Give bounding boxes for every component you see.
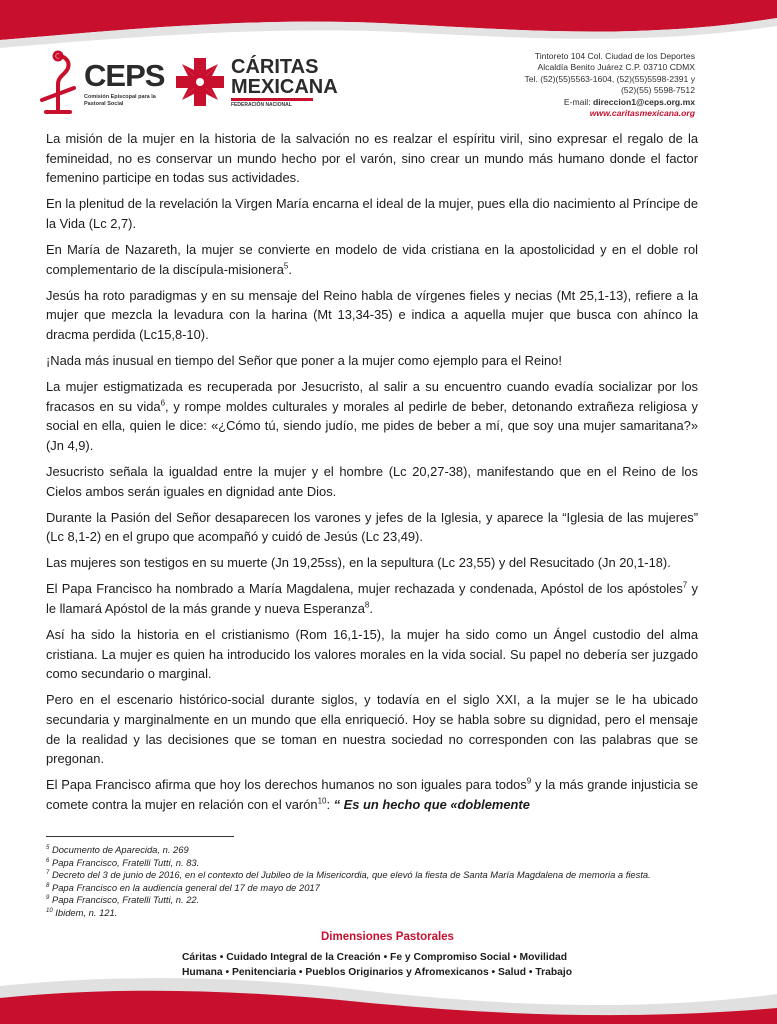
paragraph-text: , y rompe moldes culturales y morales al pedirle de beber, detonando extrañeza religiosa y social en ella, quien le dice: «¿Cómo tú, siendo judío, me pides de beber a mí, que soy una mujer samaritana?» (Jn 4,9).: [46, 398, 698, 453]
footnote-text: Papa Francisco en la audiencia general del 17 de mayo de 2017: [51, 881, 320, 893]
paragraph-text: El Papa Francisco ha nombrado a María Magdalena, mujer rechazada y condenada, Apóstol de los apóstoles: [46, 581, 683, 597]
footnote: [46, 857, 701, 870]
paragraph-text: y le llamará Apóstol de la más grande y nueva Esperanza: [46, 581, 698, 616]
phone-line-2: (52)(55) 5598-7512: [620, 85, 695, 96]
quote-text: “ Es un hecho que «doblemente: [333, 796, 530, 812]
caritas-underline: [231, 98, 313, 101]
footer-title: Dimensiones Pastorales: [321, 931, 454, 943]
caritas-cross-icon: [174, 56, 226, 108]
paragraph: En la plenitud de la revelación la Virgen María encarna el ideal de la mujer, pues ella dio nacimiento al Príncipe de la Vida (Lc 2,7).: [46, 196, 698, 231]
footnote: [46, 907, 701, 920]
phone-line-1: Tel. (52)(55)5563-1604, (52)(55)5598-2391 y: [524, 73, 695, 84]
ceps-emblem-icon: [36, 50, 80, 120]
footnote: [46, 894, 701, 907]
paragraph-text: .: [288, 261, 292, 277]
paragraph: Jesucristo señala la igualdad entre la mujer y el hombre (Lc 20,27-38), manifestando que en el Reino de los Cielos ambos serán iguales en dignidad ante Dios.: [46, 463, 698, 499]
paragraph-text: y la más grande injusticia se comete contra la mujer en relación con el varón: [46, 777, 698, 812]
footnote: [46, 844, 701, 857]
paragraph: [46, 240, 698, 279]
paragraph-text: El Papa Francisco afirma que hoy los derechos humanos no son iguales para todos: [46, 777, 527, 793]
body-text: [46, 129, 698, 814]
ceps-name: CEPS: [84, 58, 165, 93]
footer-line-1: Cáritas • Cuidado Integral de la Creación • Fe y Compromiso Social • Movilidad: [182, 952, 568, 963]
paragraph: Las mujeres son testigos en su muerte (Jn 19,25ss), en la sepultura (Lc 23,55) y del Resucitado (Jn 20,1-18).: [46, 555, 671, 571]
paragraph: Así ha sido la historia en el cristianismo (Rom 16,1-15), la mujer ha sido como un Ángel custodio del alma cristiana. La mujer es quien ha introducido los valores morales en la vida social. Su papel no debería ser juzgado como secundario o marginal.: [46, 627, 698, 682]
footnote: [46, 882, 701, 895]
paragraph: Durante la Pasión del Señor desaparecen los varones y jefes de la Iglesia, y aparece la “Iglesia de las mujeres” (Lc 8,1-2) en el grupo que acompañó y cuidó de Jesús (Lc 23,49).: [46, 509, 698, 545]
footnotes: [46, 844, 701, 919]
footnote-ref: 8: [364, 600, 370, 610]
footnote-divider: [46, 836, 234, 837]
footnote-ref: 10: [317, 796, 327, 806]
footer-wave-decoration: [0, 964, 777, 1024]
footnote-number: 8: [46, 882, 50, 889]
footnote-number: 10: [46, 907, 53, 914]
footer-line-2: Humana • Penitenciaria • Pueblos Originarios y Afromexicanos • Salud • Trabajo: [182, 966, 572, 978]
paragraph: [46, 377, 698, 455]
address-line-2: Alcaldía Benito Juárez C.P. 03710 CDMX: [537, 62, 695, 73]
email-link[interactable]: direccion1@ceps.org.mx: [593, 96, 695, 107]
footnote-number: 7: [46, 869, 50, 876]
contact-info: [524, 51, 695, 119]
ceps-subtitle: Comisión Episcopal para la Pastoral Social: [84, 94, 156, 107]
website-link[interactable]: www.caritasmexicana.org: [589, 108, 695, 119]
footnote-text: Decreto del 3 de junio de 2016, en el contexto del Jubileo de la Misericordia, que elevó la fiesta de Santa María Magdalena de memoria a fiesta.: [51, 869, 651, 880]
paragraph: La misión de la mujer en la historia de la salvación no es realzar el espíritu viril, sino expresar el regalo de la femineidad, no es conservar un mundo hecho por el varón, sino crear un mundo más humano donde el factor femenino participe en todas sus actividades.: [46, 131, 698, 186]
ceps-logo: [36, 50, 166, 122]
paragraph: Jesús ha roto paradigmas y en su mensaje del Reino habla de vírgenes fieles y necias (Mt 25,1-13), refiere a la mujer que mezcla la levadura con la harina (Mt 13,34-35) e indica a aquella mujer que busca con ahínco la dracma perdida (Lc15,8-10).: [46, 287, 698, 342]
footnote-ref: 6: [160, 398, 166, 408]
address-line-1: Tintoreto 104 Col. Ciudad de los Deportes: [534, 51, 695, 61]
email-label: E-mail:: [563, 96, 593, 107]
paragraph-text: La mujer estigmatizada es recuperada por Jesucristo, al salir a su encuentro cuando evadía socializar por los fracasos en su vida: [46, 379, 698, 414]
footnote-number: 9: [46, 894, 50, 901]
footnote: [46, 869, 701, 882]
email-line: [524, 97, 695, 108]
footnote-number: 6: [46, 857, 50, 864]
paragraph-text: .: [369, 600, 373, 616]
footnote-ref: 9: [526, 776, 532, 786]
footnote-text: Documento de Aparecida, n. 269: [51, 844, 189, 855]
caritas-subtitle: FEDERACIÓN NACIONAL: [231, 102, 292, 108]
footnote-number: 5: [46, 844, 50, 851]
paragraph: Pero en el escenario histórico-social durante siglos, y todavía en el siglo XXI, a la mujer se le ha ubicado secundaria y marginalmente en un mundo que ella enriqueció. Hoy se habla sobre su dignidad, pero el mensaje de la realidad y las decisiones que se toman en nuestra sociedad no corresponden con las palabras que se pregonan.: [46, 692, 698, 767]
paragraph: ¡Nada más inusual en tiempo del Señor que poner a la mujer como ejemplo para el Reino!: [46, 352, 562, 368]
paragraph-text: En María de Nazareth, la mujer se convierte en modelo de vida cristiana en la apostolicidad y en el doble rol complementario de la discípula-misionera: [46, 241, 698, 277]
paragraph-text: :: [326, 796, 334, 812]
footnote-text: Ibidem, n. 121.: [55, 906, 118, 918]
footnote-text: Papa Francisco, Fratelli Tutti, n. 83.: [51, 856, 200, 868]
caritas-name: CÁRITAS MEXICANA: [231, 56, 338, 98]
footnote-text: Papa Francisco, Fratelli Tutti, n. 22.: [51, 894, 200, 905]
footnote-ref: 7: [682, 581, 688, 591]
paragraph: [46, 579, 698, 618]
paragraph: [46, 775, 698, 814]
caritas-logo: [174, 54, 338, 110]
footnote-ref: 5: [283, 261, 289, 271]
